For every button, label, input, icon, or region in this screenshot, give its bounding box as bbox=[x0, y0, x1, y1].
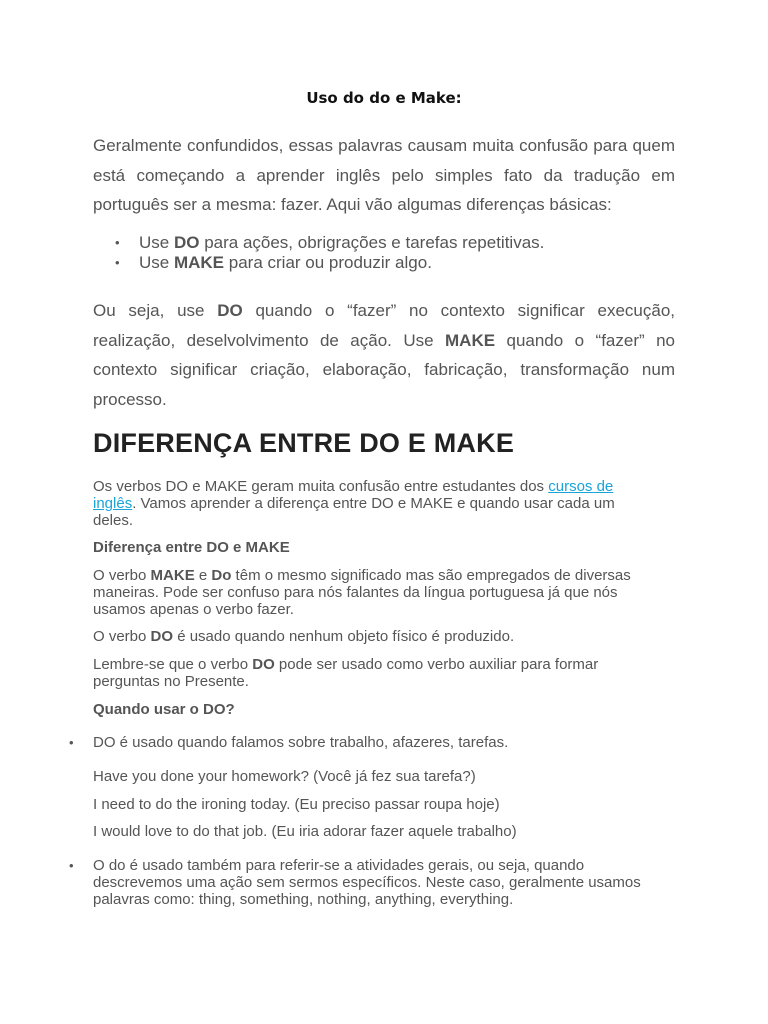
when-to-use-heading: Quando usar o DO? bbox=[93, 701, 235, 718]
document-title: Uso do do e Make: bbox=[306, 89, 462, 107]
make-paragraph: O verbo MAKE e Do têm o mesmo significado mas são empregados de diversas maneiras. Pode ser confuso para nós falantes da língua portuguesa já que nós usamos apenas o verbo fazer. bbox=[93, 567, 631, 618]
basic-differences-list bbox=[93, 233, 675, 273]
explanation-paragraph: Ou seja, use DO quando o “fazer” no contexto significar execução, realização, deselvolvimento de ação. Use MAKE quando o “fazer” no contexto significar criação, elaboração, fabricação, transformação num processo. bbox=[93, 301, 675, 409]
do-auxiliary-paragraph: Lembre-se que o verbo DO pode ser usado como verbo auxiliar para formar perguntas no Presente. bbox=[93, 656, 599, 690]
example-sentence: Have you done your homework? (Você já fez sua tarefa?) bbox=[93, 768, 476, 785]
intro-paragraph: Geralmente confundidos, essas palavras causam muita confusão para quem está começando a aprender inglês pelo simples fato da tradução em português ser a mesma: fazer. Aqui vão algumas diferenças básicas: bbox=[93, 136, 675, 214]
section-heading: DIFERENÇA ENTRE DO E MAKE bbox=[93, 428, 515, 458]
list-item: • O do é usado também para referir-se a atividades gerais, ou seja, quando descrevemos uma ação sem sermos específicos. Neste caso, geralmente usamos palavras como: thing, something, nothing, anything, everything. bbox=[93, 857, 673, 908]
example-sentence: I would love to do that job. (Eu iria adorar fazer aquele trabalho) bbox=[93, 823, 517, 840]
do-paragraph: O verbo DO é usado quando nenhum objeto físico é produzido. bbox=[93, 628, 515, 645]
subheading: Diferença entre DO e MAKE bbox=[93, 539, 290, 556]
verbs-paragraph: Os verbos DO e MAKE geram muita confusão entre estudantes dos cursos de inglês. Vamos aprender a diferença entre DO e MAKE e quando usar cada um deles. bbox=[93, 478, 615, 529]
courses-link[interactable]: cursos de inglês bbox=[93, 478, 614, 512]
example-sentence: I need to do the ironing today. (Eu preciso passar roupa hoje) bbox=[93, 796, 500, 813]
list-item: • DO é usado quando falamos sobre trabalho, afazeres, tarefas. bbox=[93, 734, 673, 751]
list-item: • Use MAKE para criar ou produzir algo. bbox=[93, 253, 675, 273]
list-item: • Use DO para ações, obrigrações e tarefas repetitivas. bbox=[93, 233, 675, 253]
